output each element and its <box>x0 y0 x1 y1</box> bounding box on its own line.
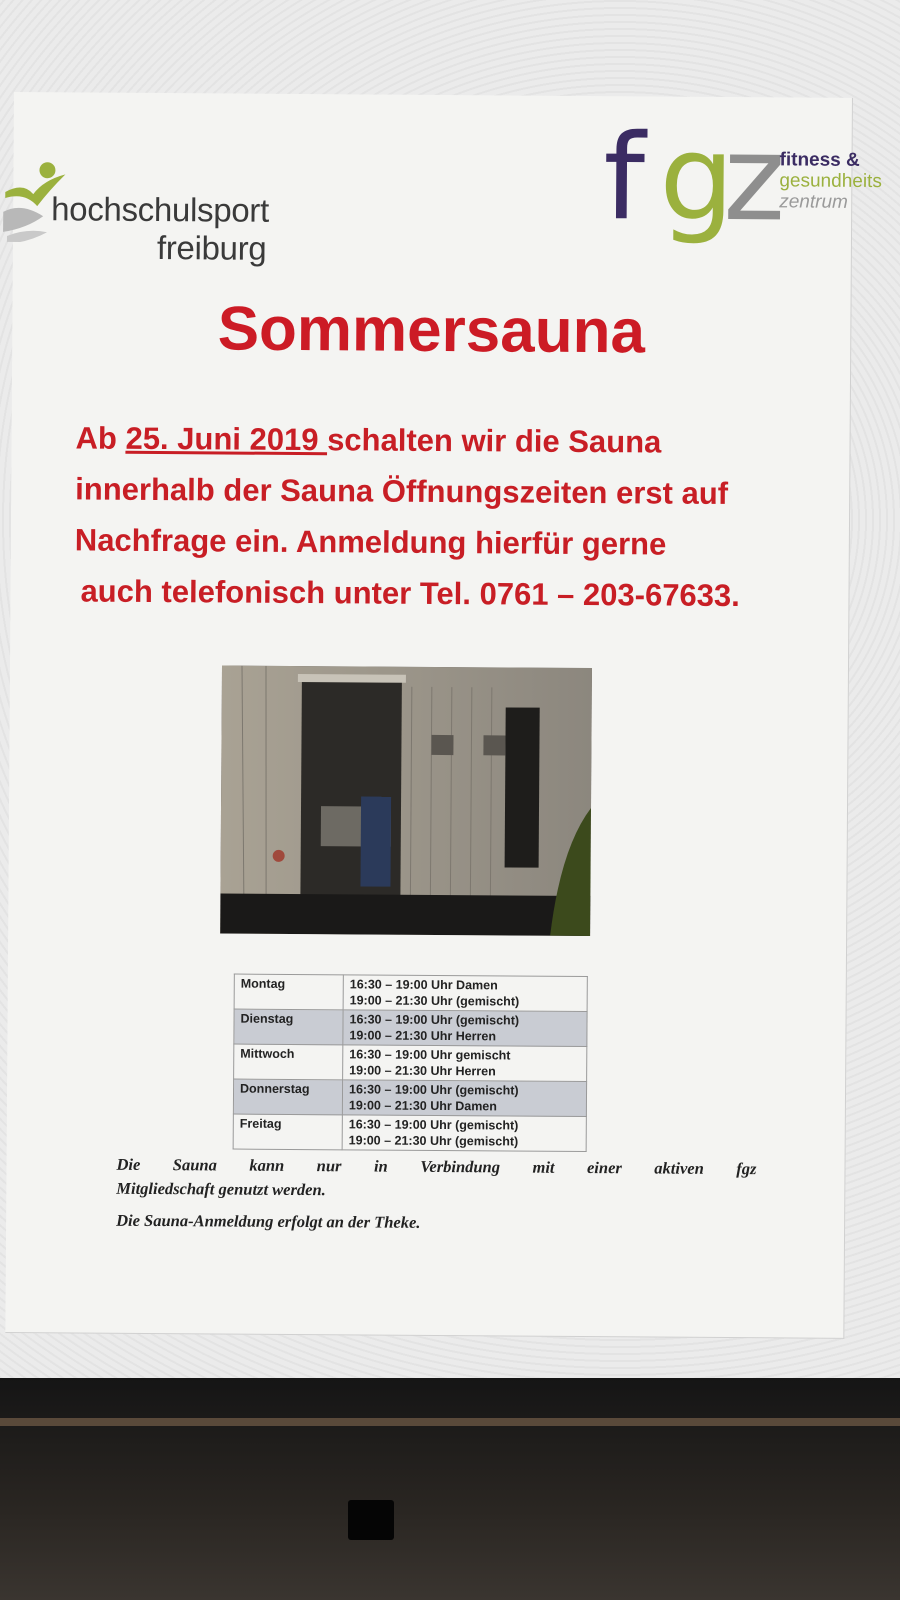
notice-line-3: Nachfrage ein. Anmeldung hierfür gerne <box>74 522 667 562</box>
schedule-day: Dienstag <box>234 1009 343 1045</box>
fgz-tagline-fitness: fitness & <box>779 149 860 171</box>
schedule-times <box>342 1080 586 1117</box>
schedule-time-slot: 16:30 – 19:00 Uhr gemischt <box>349 1047 511 1063</box>
fgz-logo <box>602 108 882 268</box>
schedule-times <box>343 1045 587 1082</box>
footer-line-2: Mitgliedschaft genutzt werden. <box>116 1178 326 1200</box>
schedule-time-slot: 19:00 – 21:30 Uhr Herren <box>349 1063 496 1079</box>
notice-line-4: auch telefonisch unter Tel. 0761 – 203-67633. <box>80 573 740 614</box>
fgz-tagline-gesundheits: gesundheits <box>779 170 882 193</box>
notice-date: 25. Juni 2019 <box>125 420 328 458</box>
notice-line-1-rest: schalten wir die Sauna <box>327 422 662 460</box>
schedule-row <box>234 1009 587 1046</box>
schedule-table <box>233 974 588 1152</box>
schedule-time-slot: 19:00 – 21:30 Uhr Herren <box>349 1028 497 1044</box>
schedule-times <box>343 1010 587 1047</box>
poster-title: Sommersauna <box>217 294 646 367</box>
schedule-time-slot: 16:30 – 19:00 Uhr (gemischt) <box>348 1117 519 1133</box>
schedule-row <box>234 1044 587 1081</box>
schedule-time-slot: 19:00 – 21:30 Uhr (gemischt) <box>349 993 520 1009</box>
footer-line-1: Die Sauna kann nur in Verbindung mit einer aktiven fgz <box>116 1154 757 1179</box>
schedule-day: Mittwoch <box>234 1044 343 1080</box>
monitor-bezel <box>0 1378 900 1600</box>
poster-page <box>5 92 882 1339</box>
notice-prefix: Ab <box>75 420 126 456</box>
fgz-letter-z: z <box>722 108 780 248</box>
schedule-time-slot: 19:00 – 21:30 Uhr (gemischt) <box>348 1133 519 1149</box>
hochschulsport-logo <box>3 132 334 267</box>
monitor-bezel-edge <box>0 1418 900 1426</box>
schedule-day: Montag <box>234 974 343 1010</box>
fgz-tagline-zentrum: zentrum <box>779 191 848 213</box>
schedule-time-slot: 16:30 – 19:00 Uhr (gemischt) <box>348 1082 519 1098</box>
schedule-time-slot: 19:00 – 21:30 Uhr Damen <box>348 1098 497 1114</box>
power-button[interactable] <box>348 1500 394 1540</box>
footer-line-3: Die Sauna-Anmeldung erfolgt an der Theke. <box>116 1210 421 1232</box>
hochschulsport-logo-subtext: freiburg <box>156 229 267 267</box>
schedule-row <box>234 974 587 1011</box>
schedule-row <box>233 1114 586 1151</box>
schedule-times <box>342 1115 586 1152</box>
schedule-day: Donnerstag <box>233 1079 342 1115</box>
schedule-time-slot: 16:30 – 19:00 Uhr Damen <box>349 977 498 993</box>
notice-line-1 <box>75 412 835 468</box>
fgz-letter-f: f <box>602 108 640 247</box>
schedule-times <box>343 975 587 1012</box>
notice-text <box>74 412 835 621</box>
schedule-time-slot: 16:30 – 19:00 Uhr (gemischt) <box>349 1012 520 1028</box>
schedule-row <box>233 1079 586 1116</box>
sauna-photo-image <box>220 665 592 936</box>
footer-text <box>116 1153 757 1237</box>
sauna-photo <box>220 665 592 936</box>
fgz-letter-g: g <box>658 108 729 247</box>
notice-line-2: innerhalb der Sauna Öffnungszeiten erst auf <box>75 471 729 511</box>
hochschulsport-logo-text: hochschulsport <box>51 190 270 229</box>
schedule-day: Freitag <box>233 1114 342 1150</box>
